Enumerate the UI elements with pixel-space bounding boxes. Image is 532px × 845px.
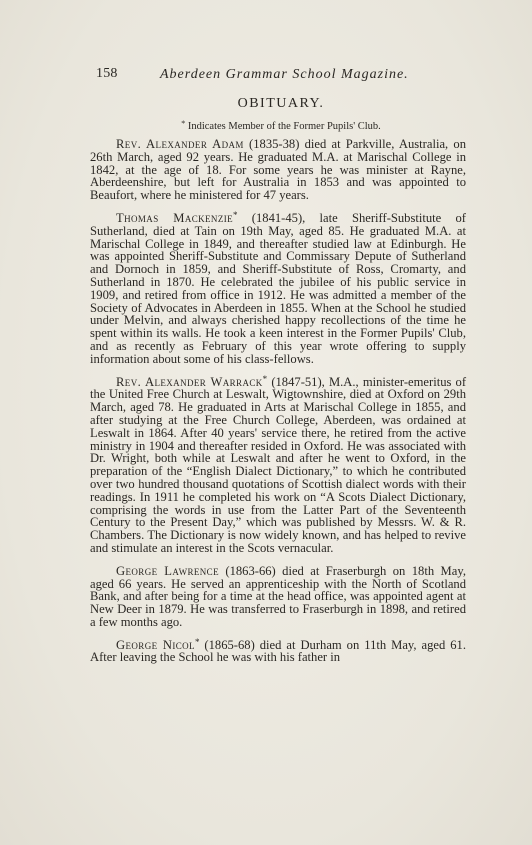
- obituary-text: (1841-45), late Sheriff-Substitute of Sutherland, died at Tain on 19th May, aged 85. He graduated M.A. at Marischal College in 1849, and thereafter studied law at Edinburgh. He was appointed Sheriff-Substitute and Commissary Depute of Sutherland and Dornoch in 1859, and Sheriff-Substitute of Ross, Cromarty, and Sutherland in 1870. He celebrated the jubilee of his public service in 1909, and retired from office in 1912. He was admitted a member of the Society of Advocates in Aberdeen in 1855. When at the School he studied under Melvin, and always cherished happy recollections of the time he spent within its walls. He took a keen interest in the Former Pupils' Club, and as recently as February of this year wrote offering to supply information about some of his class-fellows.: [90, 210, 466, 366]
- page-number: 158: [96, 66, 118, 81]
- obituary-text: (1863-66) died at Fraserburgh on 18th May, aged 66 years. He served an apprenticeship with the North of Scotland Bank, and after being for a time at the head office, was appointed agent at New Deer in 1879. He was transferred to Fraserburgh in 1898, and retired a few months ago.: [90, 563, 466, 629]
- member-marker: *: [233, 209, 238, 220]
- obituary-entry: [90, 562, 466, 629]
- deceased-name: George Nicol: [116, 637, 195, 652]
- deceased-name: George Lawrence: [116, 563, 219, 578]
- running-head: Aberdeen Grammar School Magazine.: [160, 67, 409, 82]
- obituary-list: [90, 135, 466, 671]
- membership-note: [0, 119, 532, 132]
- obituary-entry: [90, 135, 466, 202]
- note-text: Indicates Member of the Former Pupils' Club.: [187, 121, 381, 132]
- obituary-entry: [90, 373, 466, 555]
- obituary-text: (1835-38) died at Parkville, Australia, on 26th March, aged 92 years. He graduated M.A. at Marischal College in 1842, at the age of 18. For some years he was minister at Rayne, Aberdeenshire, but left for Australia in 1853 and was appointed to Beaufort, where he ministered for 47 years.: [90, 137, 466, 203]
- member-marker: *: [194, 636, 200, 647]
- deceased-name: Rev. Alexander Warrack: [116, 374, 263, 389]
- section-title: OBITUARY.: [237, 96, 325, 111]
- member-marker: *: [262, 373, 268, 384]
- obituary-text: (1865-68) died at Durham on 11th May, aged 61. After leaving the School he was with his father in: [90, 637, 466, 665]
- note-marker: *: [181, 119, 186, 128]
- deceased-name: Thomas Mackenzie: [116, 210, 234, 225]
- deceased-name: Rev. Alexander Adam: [116, 137, 244, 151]
- obituary-text: (1847-51), M.A., minister-emeritus of the United Free Church at Leswalt, Wigtownshire, died at Oxford on 29th March, aged 78. He graduated in Arts at Marischal College in 1855, and after studying at the Free Church College, Aberdeen, was ordained at Leswalt in 1864. After 40 years' service there, he retired from the active ministry in 1904 and thereafter resided in Oxford. He was associated with Dr. Wright, both while at Leswalt and after he went to Oxford, in the preparation of the “English Dialect Dictionary,” to which he contributed over two hundred thousand quotations of Scottish dialect words with their readings. In 1911 he completed his work on “A Scots Dialect Dictionary, comprising the words in use from the Latter Part of the Seventeenth Century to the Present Day,” which was published by Messrs. W. & R. Chambers. The Dictionary is now widely known, and has helped to revive and stimulate an interest in the Scots vernacular.: [90, 374, 467, 555]
- obituary-entry: [90, 636, 466, 665]
- obituary-entry: [90, 209, 466, 366]
